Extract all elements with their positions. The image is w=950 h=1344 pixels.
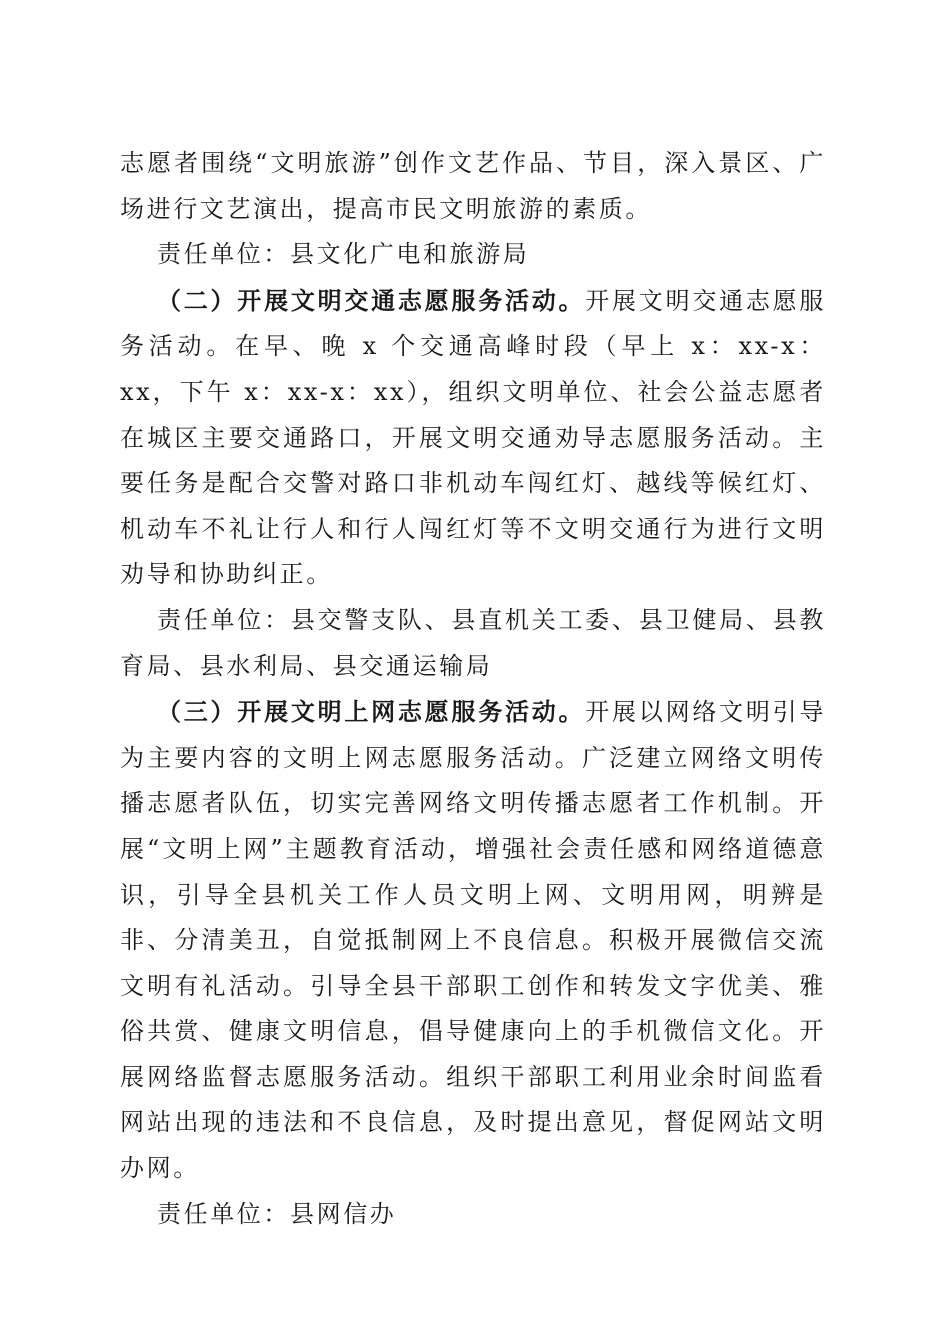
section-heading-traffic: （二）开展文明交通志愿服务活动。 (157, 285, 586, 315)
document-body (120, 141, 826, 1237)
paragraph-traffic-volunteer (120, 278, 826, 598)
paragraph-tourism-continuation (120, 141, 826, 232)
responsible-unit-traffic (120, 598, 826, 689)
paragraph-internet-volunteer (120, 689, 826, 1192)
responsible-unit-internet (120, 1192, 826, 1238)
paragraph-text: 责任单位：县文化广电和旅游局 (157, 240, 530, 269)
section-heading-internet: （三）开展文明上网志愿服务活动。 (157, 697, 586, 727)
paragraph-text: 责任单位：县网信办 (157, 1199, 397, 1228)
responsible-unit-tourism (120, 232, 826, 278)
paragraph-text: 开展文明交通志愿服务活动。在早、晚 x 个交通高峰时段（早上 x：xx-x：xx，下午 x：xx-x：xx），组织文明单位、社会公益志愿者在城区主要交通路口，开展文明交通劝导志愿服务活动。主要任务是配合交警对路口非机动车闯红灯、越线等候红灯、机动车不礼让行人和行人闯红灯等不文明交通行为进行文明劝导和协助纠正。 (120, 286, 826, 589)
paragraph-text: 志愿者围绕“文明旅游”创作文艺作品、节目，深入景区、广场进行文艺演出，提高市民文明旅游的素质。 (120, 149, 826, 223)
paragraph-text: 责任单位：县交警支队、县直机关工委、县卫健局、县教育局、县水利局、县交通运输局 (120, 605, 826, 680)
paragraph-text: 开展以网络文明引导为主要内容的文明上网志愿服务活动。广泛建立网络文明传播志愿者队伍，切实完善网络文明传播志愿者工作机制。开展“文明上网”主题教育活动，增强社会责任感和网络道德意识，引导全县机关工作人员文明上网、文明用网，明辨是非、分清美丑，自觉抵制网上不良信息。积极开展微信交流文明有礼活动。引导全县干部职工创作和转发文字优美、雅俗共赏、健康文明信息，倡导健康向上的手机微信文化。开展网络监督志愿服务活动。组织干部职工利用业余时间监看网站出现的违法和不良信息，及时提出意见，督促网站文明办网。 (120, 698, 826, 1183)
